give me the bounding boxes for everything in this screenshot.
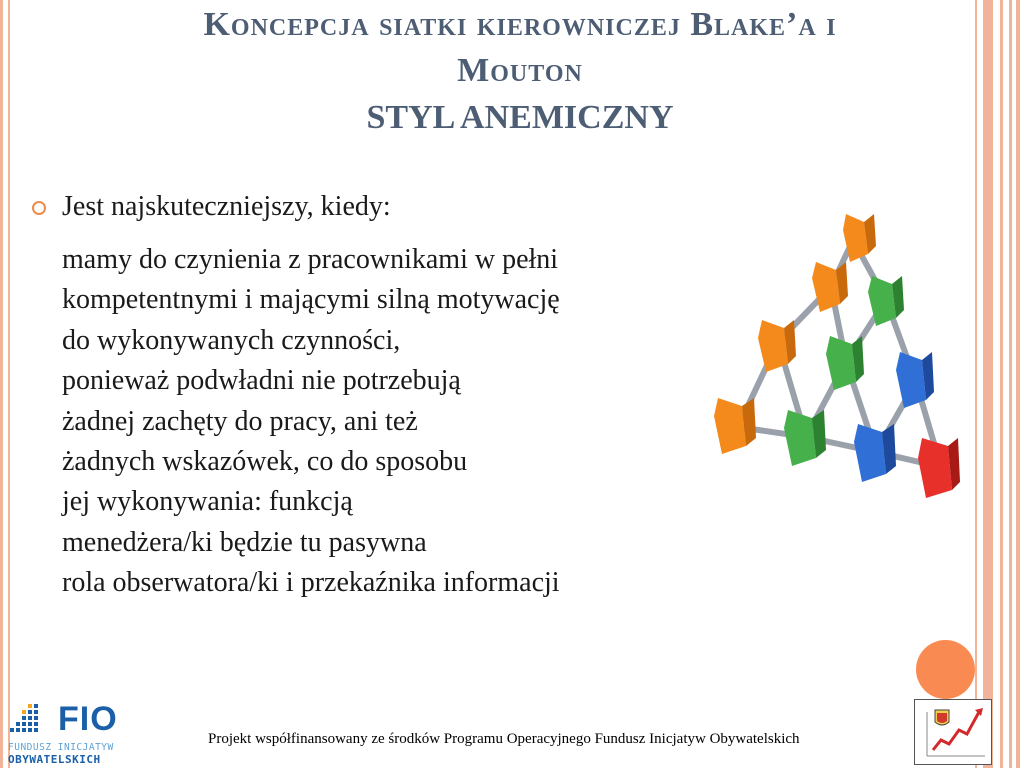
body-line: ponieważ podwładni nie potrzebują (62, 365, 461, 397)
fio-dots-icon (6, 704, 40, 734)
orange-circle-decoration (916, 640, 975, 699)
body-line: rola obserwatora/ki i przekaźnika informacji (62, 567, 560, 599)
body-line: żadnych wskazówek, co do sposobu (62, 446, 468, 478)
red-cube (918, 438, 960, 498)
fio-tagline-1: FUNDUSZ INICJATYW (8, 742, 114, 753)
body-line: jej wykonywania: funkcją (62, 486, 353, 518)
right-border-stripe (1000, 0, 1003, 768)
title-line-1: Koncepcja siatki kierowniczej Blake’a i (203, 6, 837, 43)
network-cubes-image (706, 192, 961, 597)
bullet-text: Jest najskuteczniejszy, kiedy: (62, 191, 391, 222)
funding-note: Projekt współfinansowany ze środków Programu Operacyjnego Fundusz Inicjatyw Obywatelskich (208, 731, 800, 747)
body-line: żadnej zachęty do pracy, ani też (62, 405, 418, 437)
right-border-stripe (1009, 0, 1012, 768)
title-line-2: Mouton (457, 52, 583, 89)
cubes-svg (706, 192, 961, 597)
body-line: mamy do czynienia z pracownikami w pełni (62, 244, 559, 275)
right-border-stripe (1016, 0, 1020, 768)
left-border-stripe (8, 0, 10, 768)
project-chart-logo (914, 699, 992, 765)
fio-tagline-2: OBYWATELSKICH (8, 753, 101, 766)
body-line: menedżera/ki będzie tu pasywna (62, 526, 427, 558)
fio-wordmark: FIO (58, 700, 118, 738)
slide-title (80, 2, 960, 138)
chart-arrow-icon (915, 700, 991, 764)
title-main (80, 2, 960, 94)
body-paragraph (62, 240, 560, 604)
title-subtitle: STYL ANEMICZNY (366, 99, 674, 136)
body-line: kompetentnymi i mającymi silną motywację (62, 284, 560, 316)
fio-logo (6, 700, 132, 766)
left-border-stripe (0, 0, 3, 768)
circle-bullet-icon (32, 201, 46, 215)
body-line: do wykonywanych czynności, (62, 324, 401, 356)
right-border-stripe (975, 0, 977, 768)
right-border-stripe (983, 0, 993, 768)
